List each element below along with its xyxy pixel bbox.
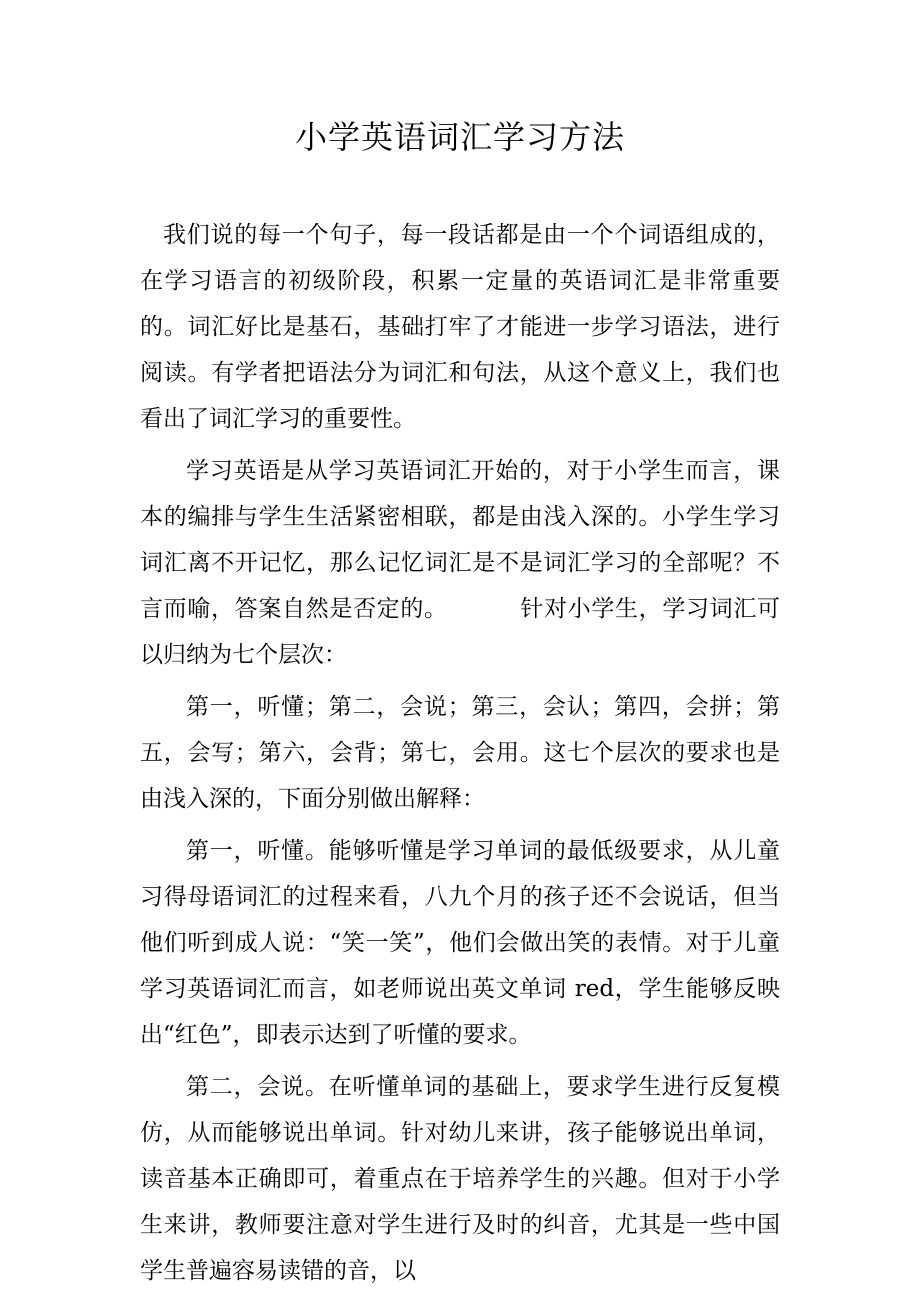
paragraph-learning-english-text: 学习英语是从学习英语词汇开始的，对于小学生而言，课本的编排与学生生活紧密相联，都是由浅入深的。小学生学习词汇离不开记忆，那么记忆词汇是不是词汇学习的全部呢？不言而喻，答案自然是否定的。 [140,458,780,622]
paragraph-level-listen: 第一，听懂。能够听懂是学习单词的最低级要求，从儿童习得母语词汇的过程来看，八九个月的孩子还不会说话，但当他们听到成人说：“笑一笑”，他们会做出笑的表情。对于儿童学习英语词汇而言，如老师说出英文单词 red，学生能够反映出“红色”，即表示达到了听懂的要求。 [140,838,780,1048]
paragraph-level-speak: 第二，会说。在听懂单词的基础上，要求学生进行反复模仿，从而能够说出单词。针对幼儿来讲，孩子能够说出单词，读音基本正确即可，着重点在于培养学生的兴趣。但对于小学生来讲，教师要注意对学生进行及时的纠音，尤其是一些中国学生普遍容易读错的音，以 [140,1074,780,1284]
document-title: 小学英语词汇学习方法 [294,118,625,156]
paragraph-intro: 我们说的每一个句子，每一段话都是由一个个词语组成的，在学习语言的初级阶段，积累一定量的英语词汇是非常重要的。词汇好比是基石，基础打牢了才能进一步学习语法，进行阅读。有学者把语法分为词汇和句法，从这个意义上，我们也看出了词汇学习的重要性。 [140,222,780,432]
paragraph-learning-english [140,448,780,678]
document-body [140,212,780,1300]
paragraph-seven-levels-lead: 针对小学生，学习词汇可以归纳为七个层次： [140,596,781,668]
paragraph-seven-levels: 第一，听懂；第二，会说；第三，会认；第四，会拼；第五，会写；第六，会背；第七，会用。这七个层次的要求也是由浅入深的，下面分别做出解释： [140,694,780,812]
